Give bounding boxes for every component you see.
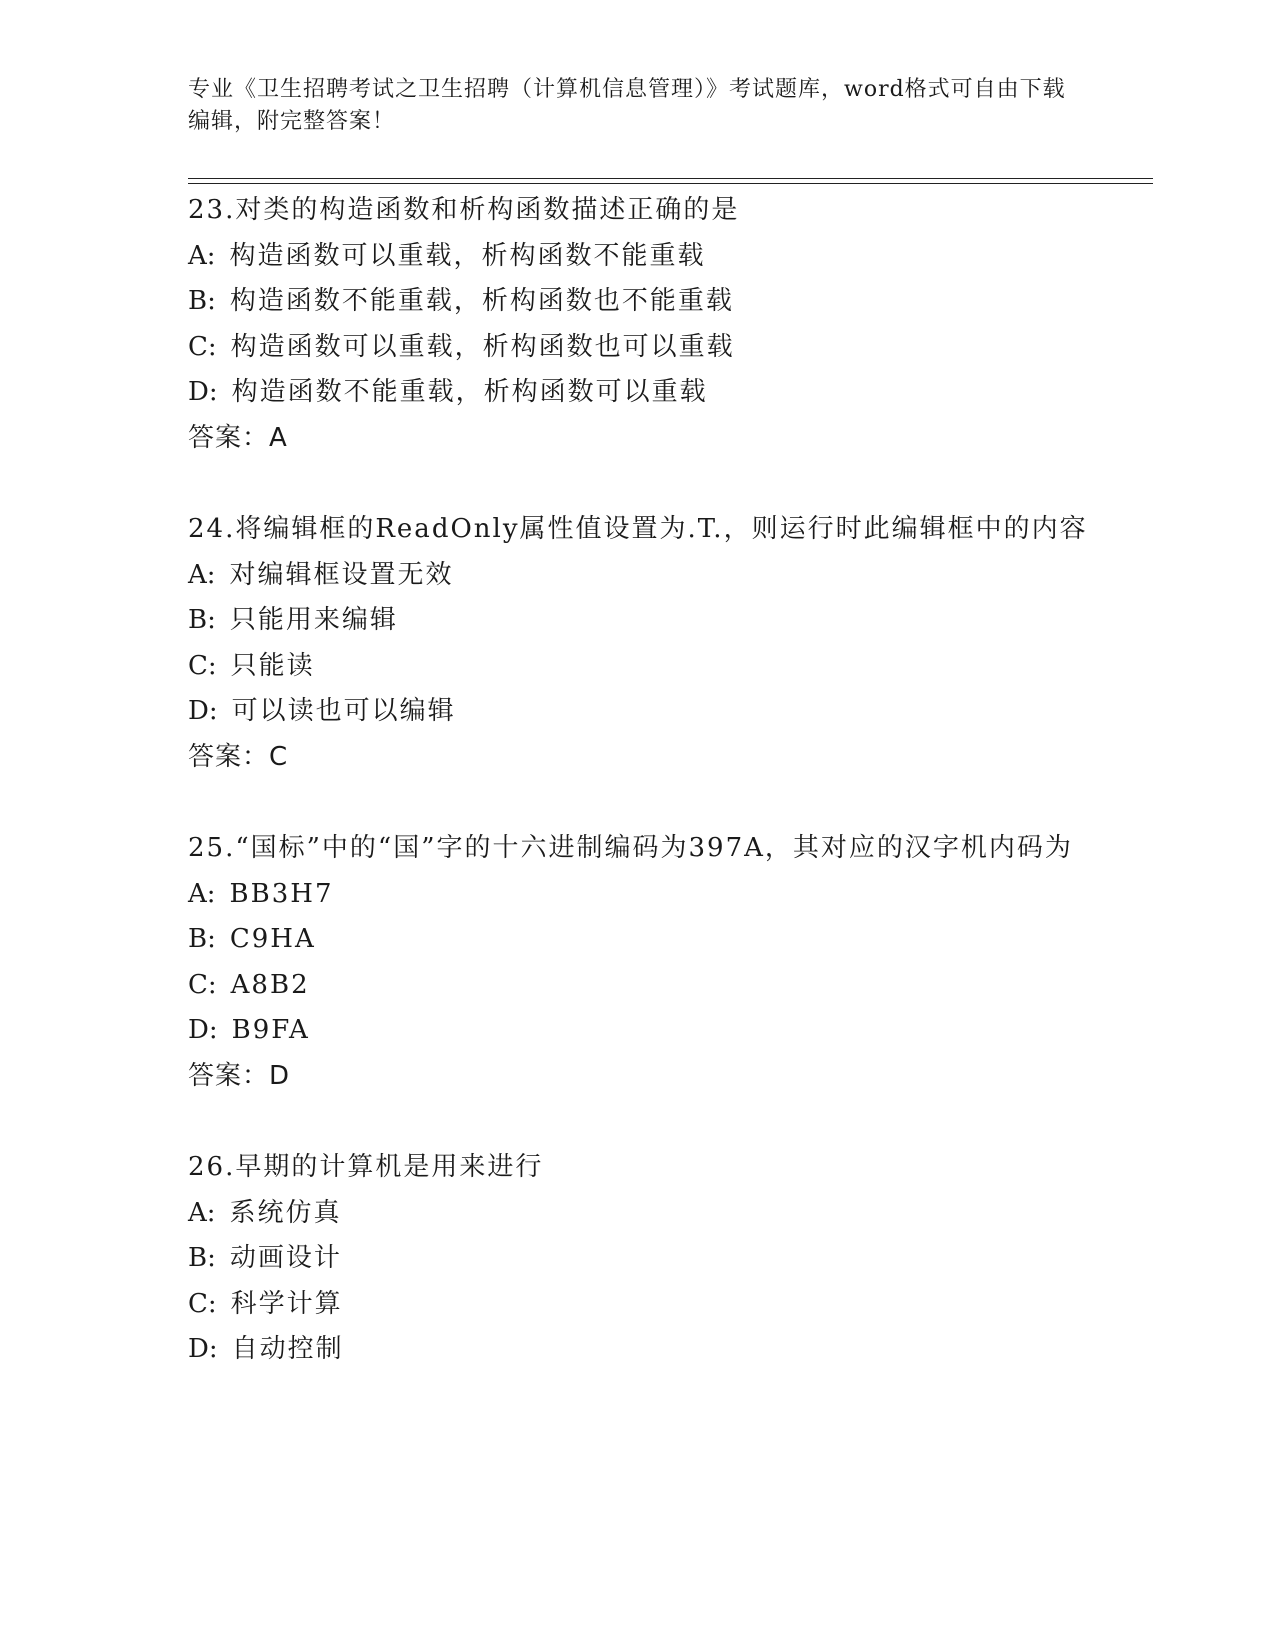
answer-line: 答案：D <box>188 1060 291 1091</box>
document-header: 专业《卫生招聘考试之卫生招聘（计算机信息管理）》考试题库，word格式可自由下载编辑，附完整答案！ <box>188 77 1066 134</box>
answer-line: 答案：C <box>188 741 289 772</box>
option-label: B: <box>188 1243 216 1273</box>
option-label: A: <box>188 878 216 909</box>
option-label: D: <box>188 377 218 407</box>
header-divider-bottom <box>188 183 1153 184</box>
option-text: C9HA <box>229 924 316 954</box>
option-d <box>188 689 1088 735</box>
question-24 <box>188 507 1088 780</box>
option-text: 动画设计 <box>229 1243 342 1273</box>
option-text: 只能读 <box>230 650 315 681</box>
option-label: A: <box>188 240 216 271</box>
question-stem: 25.“国标”中的“国”字的十六进制编码为397A，其对应的汉字机内码为 <box>188 833 1073 863</box>
option-text: B9FA <box>231 1015 310 1045</box>
question-25 <box>188 826 1088 1099</box>
option-b <box>188 279 1088 325</box>
option-text: BB3H7 <box>229 878 334 909</box>
option-text: 构造函数不能重载，析构函数可以重载 <box>231 377 708 407</box>
option-text: A8B2 <box>230 969 310 1000</box>
option-c <box>188 963 1088 1009</box>
question-list <box>188 188 1088 1419</box>
option-label: B: <box>188 286 216 316</box>
option-a <box>188 234 1088 280</box>
option-text: 科学计算 <box>230 1288 343 1319</box>
option-a <box>188 872 1088 918</box>
option-label: C: <box>188 331 217 362</box>
option-text: 只能用来编辑 <box>229 605 398 635</box>
option-label: A: <box>188 1197 216 1228</box>
option-c <box>188 1282 1088 1328</box>
option-a <box>188 553 1088 599</box>
option-text: 构造函数不能重载，析构函数也不能重载 <box>229 286 734 316</box>
option-label: D: <box>188 696 218 726</box>
question-stem: 26.早期的计算机是用来进行 <box>188 1152 544 1182</box>
option-d <box>188 370 1088 416</box>
option-b <box>188 598 1088 644</box>
option-text: 系统仿真 <box>229 1197 342 1228</box>
question-26 <box>188 1145 1088 1373</box>
option-label: B: <box>188 605 216 635</box>
option-d <box>188 1008 1088 1054</box>
question-stem: 23.对类的构造函数和析构函数描述正确的是 <box>188 195 740 225</box>
option-label: D: <box>188 1015 218 1045</box>
option-c <box>188 325 1088 371</box>
option-label: D: <box>188 1334 218 1364</box>
option-c <box>188 644 1088 690</box>
option-text: 构造函数可以重载，析构函数也可以重载 <box>230 331 735 362</box>
option-d <box>188 1327 1088 1373</box>
option-label: C: <box>188 650 217 681</box>
option-a <box>188 1191 1088 1237</box>
question-23 <box>188 188 1088 461</box>
option-label: C: <box>188 1288 217 1319</box>
option-b <box>188 1236 1088 1282</box>
answer-line: 答案：A <box>188 422 288 453</box>
option-label: A: <box>188 559 216 590</box>
option-text: 可以读也可以编辑 <box>231 696 456 726</box>
question-stem: 24.将编辑框的ReadOnly属性值设置为.T.，则运行时此编辑框中的内容 <box>188 514 1088 544</box>
option-text: 对编辑框设置无效 <box>229 559 454 590</box>
header-divider-top <box>188 178 1153 179</box>
option-text: 自动控制 <box>231 1334 344 1364</box>
option-text: 构造函数可以重载，析构函数不能重载 <box>229 240 706 271</box>
option-b <box>188 917 1088 963</box>
option-label: C: <box>188 969 217 1000</box>
option-label: B: <box>188 924 216 954</box>
